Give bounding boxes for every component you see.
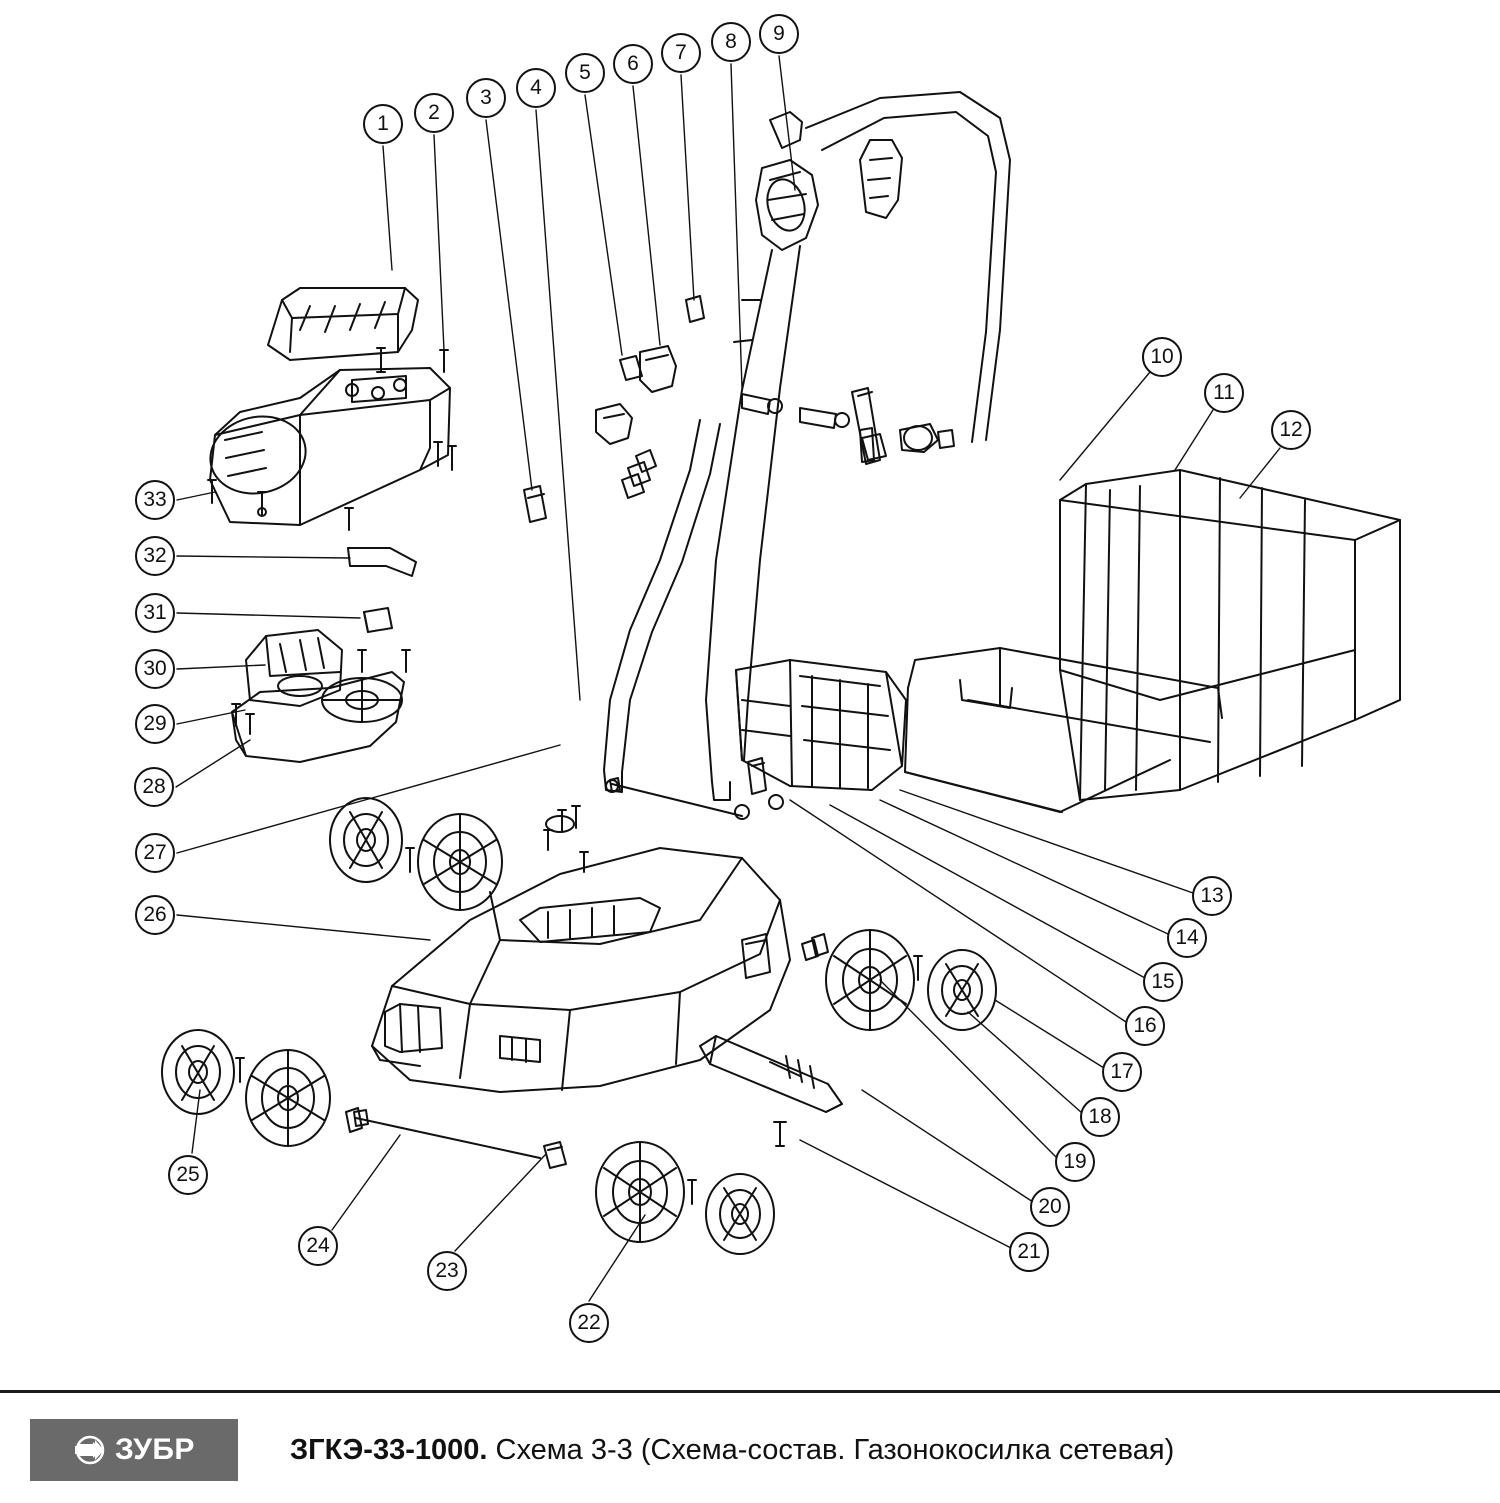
callout-20: 20 (1030, 1187, 1070, 1227)
footer-content (0, 1415, 1500, 1485)
callout-11: 11 (1204, 373, 1244, 413)
callout-4: 4 (516, 68, 556, 108)
footer-bar (0, 1390, 1500, 1503)
callout-27: 27 (135, 833, 175, 873)
callout-9: 9 (759, 14, 799, 54)
caption-rest: Схема 3-3 (Схема-состав. Газонокосилка сетевая) (487, 1433, 1175, 1466)
callout-30: 30 (135, 649, 175, 689)
callout-32: 32 (135, 536, 175, 576)
callout-6: 6 (613, 44, 653, 84)
callout-25: 25 (168, 1155, 208, 1195)
callout-1: 1 (363, 104, 403, 144)
callout-33: 33 (135, 480, 175, 520)
callout-2: 2 (414, 93, 454, 133)
callout-17: 17 (1102, 1052, 1142, 1092)
callout-16: 16 (1125, 1006, 1165, 1046)
callout-8: 8 (711, 22, 751, 62)
callout-18: 18 (1080, 1097, 1120, 1137)
callout-23: 23 (427, 1251, 467, 1291)
callout-7: 7 (661, 33, 701, 73)
brand-logo (30, 1419, 238, 1481)
callout-28: 28 (134, 767, 174, 807)
callout-21: 21 (1009, 1232, 1049, 1272)
callout-12: 12 (1271, 410, 1311, 450)
brand-logo-text: ЗУБР (115, 1433, 195, 1466)
callout-15: 15 (1143, 962, 1183, 1002)
callout-31: 31 (135, 593, 175, 633)
callout-13: 13 (1192, 876, 1232, 916)
callout-24: 24 (298, 1226, 338, 1266)
callout-29: 29 (135, 704, 175, 744)
callout-14: 14 (1167, 918, 1207, 958)
model-code: ЗГКЭ-33-1000. (290, 1433, 488, 1466)
callout-5: 5 (565, 53, 605, 93)
callout-10: 10 (1142, 337, 1182, 377)
callout-19: 19 (1055, 1142, 1095, 1182)
callout-22: 22 (569, 1303, 609, 1343)
arrow-in-circle-icon (73, 1435, 107, 1465)
callout-3: 3 (466, 78, 506, 118)
diagram-caption (290, 1434, 1174, 1467)
callout-26: 26 (135, 895, 175, 935)
